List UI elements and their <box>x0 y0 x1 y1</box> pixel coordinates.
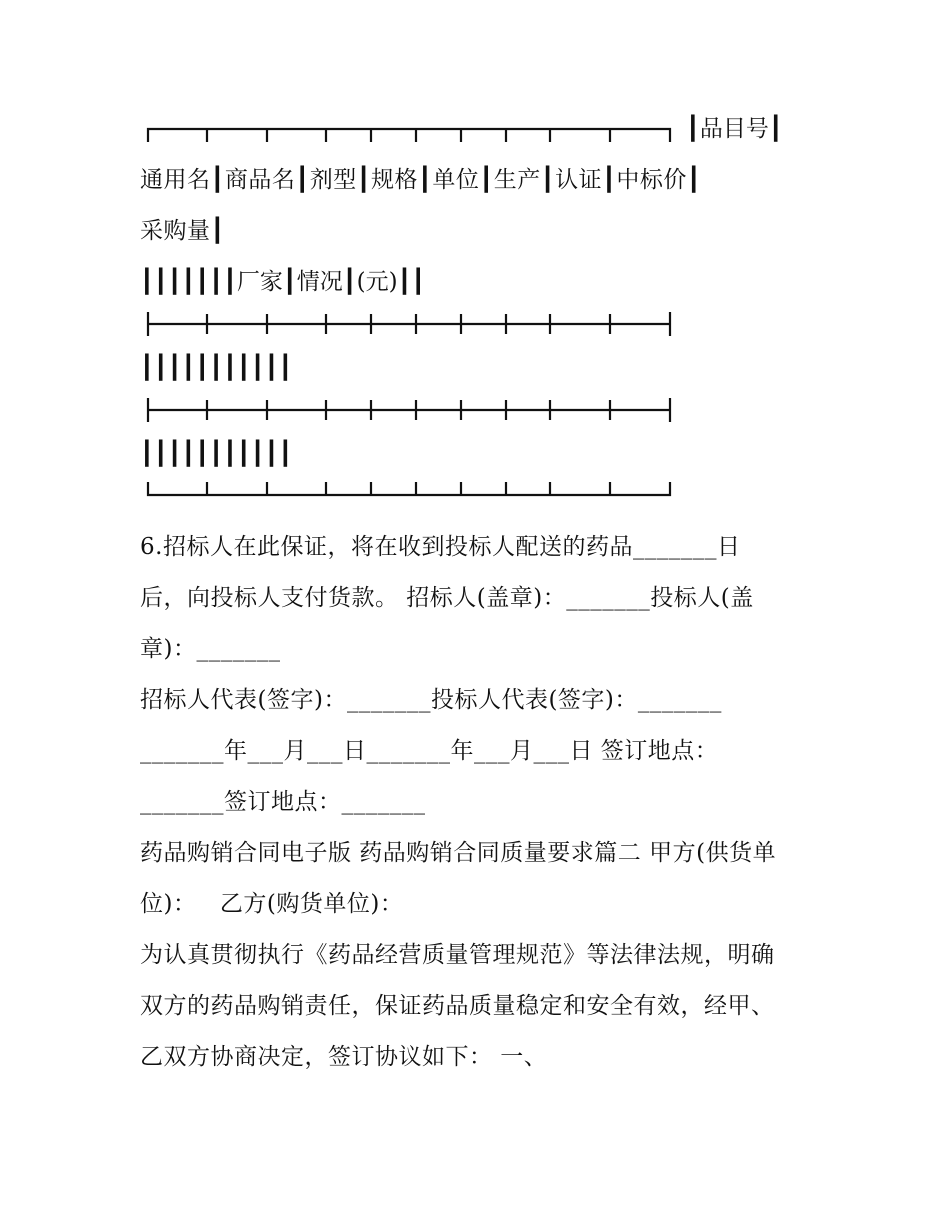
table-top-border <box>140 124 680 144</box>
table-row-separator-1 <box>140 310 680 338</box>
body-line-agreement: 乙双方协商决定，签订协议如下： 一、 <box>140 1044 548 1070</box>
table-empty-row-2: ┃┃┃┃┃┃┃┃┃┃┃ <box>140 441 293 467</box>
body-line-parties: 位)： 乙方(购货单位)： <box>140 891 404 917</box>
table-row-separator-2 <box>140 396 680 424</box>
table-top-border-path <box>148 129 670 142</box>
body-line-contract-title: 药品购销合同电子版 药品购销合同质量要求篇二 甲方(供货单 <box>140 840 777 866</box>
table-header-line-4: ┃┃┃┃┃┃┃厂家┃情况┃(元)┃┃ <box>140 269 426 295</box>
table-bottom-border <box>140 480 680 500</box>
body-line-seal: 章)：_______ <box>140 636 281 662</box>
body-line-payment: 后，向投标人支付货款。 招标人(盖章)：_______投标人(盖 <box>140 585 754 611</box>
body-line-signing-place: _______签订地点：_______ <box>140 789 426 815</box>
body-line-dates: _______年___月___日_______年___月___日 签订地点： <box>140 738 719 764</box>
table-header-line-2: 通用名┃商品名┃剂型┃规格┃单位┃生产┃认证┃中标价┃ <box>140 167 702 193</box>
table-row-separator-2-path <box>148 398 670 422</box>
table-header-line-3: 采购量┃ <box>140 218 225 244</box>
body-line-representatives: 招标人代表(签字)：_______投标人代表(签字)：_______ <box>140 687 722 713</box>
table-bottom-border-path <box>148 482 670 495</box>
body-line-responsibility: 双方的药品购销责任，保证药品质量稳定和安全有效，经甲、 <box>140 993 775 1019</box>
table-row-separator-1-path <box>148 312 670 336</box>
body-line-clause-6: 6.招标人在此保证，将在收到投标人配送的药品_______日 <box>140 534 741 560</box>
table-empty-row-1: ┃┃┃┃┃┃┃┃┃┃┃ <box>140 355 293 381</box>
body-line-gsp: 为认真贯彻执行《药品经营质量管理规范》等法律法规，明确 <box>140 942 775 968</box>
table-header-line-1: ┃品目号┃ <box>686 116 783 142</box>
